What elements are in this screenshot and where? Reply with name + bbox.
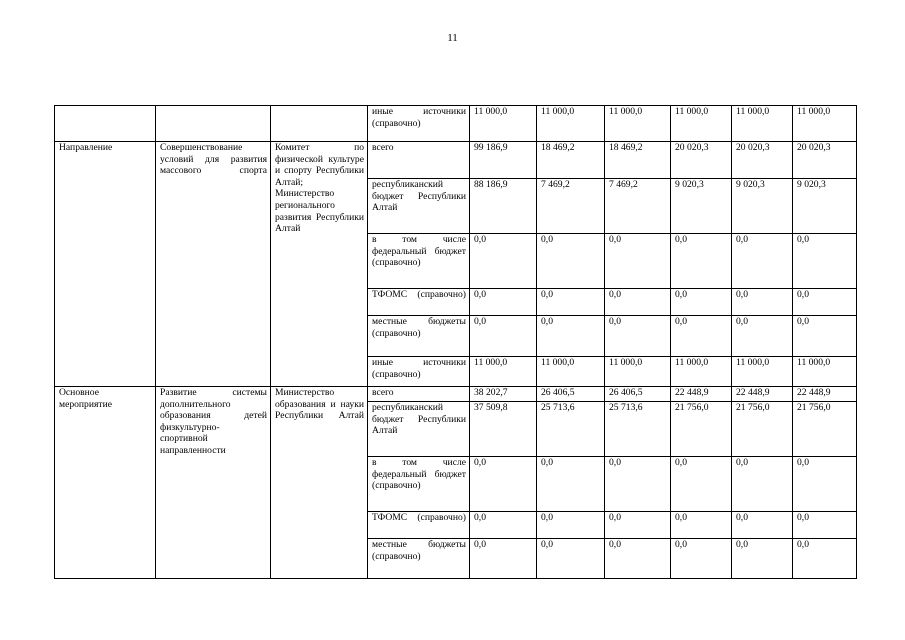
amount-cell: 0,0 — [671, 457, 732, 512]
responsible-executor: Министерство образования и науки Республики Алтай — [271, 387, 368, 579]
amount-cell: 9 020,3 — [671, 179, 732, 234]
amount-cell: 11 000,0 — [537, 357, 605, 387]
amount-cell: 0,0 — [537, 316, 605, 357]
amount-cell: 37 509,8 — [470, 402, 537, 457]
amount-cell: 0,0 — [671, 316, 732, 357]
amount-cell: 25 713,6 — [537, 402, 605, 457]
amount-cell: 18 469,2 — [537, 142, 605, 179]
funding-source: местные бюджеты (справочно) — [368, 316, 470, 357]
program-element-name — [156, 106, 271, 142]
amount-cell: 25 713,6 — [605, 402, 671, 457]
amount-cell: 0,0 — [605, 234, 671, 289]
funding-source: всего — [368, 387, 470, 402]
funding-source: ТФОМС (справочно) — [368, 289, 470, 316]
amount-cell: 0,0 — [793, 539, 857, 579]
responsible-executor — [271, 106, 368, 142]
amount-cell: 0,0 — [470, 512, 537, 539]
amount-cell: 0,0 — [732, 512, 793, 539]
amount-cell: 11 000,0 — [671, 106, 732, 142]
amount-cell: 0,0 — [732, 539, 793, 579]
amount-cell: 0,0 — [793, 289, 857, 316]
funding-source: ТФОМС (справочно) — [368, 512, 470, 539]
table-row — [55, 142, 857, 179]
amount-cell: 11 000,0 — [470, 357, 537, 387]
amount-cell: 21 756,0 — [793, 402, 857, 457]
amount-cell: 0,0 — [671, 234, 732, 289]
amount-cell: 0,0 — [793, 457, 857, 512]
funding-source: местные бюджеты (справочно) — [368, 539, 470, 579]
amount-cell: 22 448,9 — [671, 387, 732, 402]
program-element-type: Основное мероприятие — [55, 387, 156, 579]
amount-cell: 20 020,3 — [793, 142, 857, 179]
amount-cell: 0,0 — [537, 289, 605, 316]
amount-cell: 0,0 — [732, 316, 793, 357]
amount-cell: 0,0 — [470, 539, 537, 579]
amount-cell: 9 020,3 — [793, 179, 857, 234]
table-row — [55, 387, 857, 402]
amount-cell: 11 000,0 — [537, 106, 605, 142]
amount-cell: 0,0 — [537, 457, 605, 512]
amount-cell: 20 020,3 — [732, 142, 793, 179]
funding-source: иные источники (справочно) — [368, 357, 470, 387]
amount-cell: 0,0 — [732, 457, 793, 512]
funding-table — [54, 105, 857, 579]
funding-source: в том числе федеральный бюджет (справочно) — [368, 457, 470, 512]
amount-cell: 18 469,2 — [605, 142, 671, 179]
amount-cell: 0,0 — [732, 289, 793, 316]
amount-cell: 0,0 — [605, 512, 671, 539]
amount-cell: 0,0 — [605, 539, 671, 579]
amount-cell: 0,0 — [793, 512, 857, 539]
funding-source: республиканский бюджет Республики Алтай — [368, 402, 470, 457]
amount-cell: 9 020,3 — [732, 179, 793, 234]
amount-cell: 0,0 — [470, 289, 537, 316]
funding-source: республиканский бюджет Республики Алтай — [368, 179, 470, 234]
amount-cell: 0,0 — [605, 289, 671, 316]
amount-cell: 0,0 — [537, 539, 605, 579]
table-row — [55, 106, 857, 142]
funding-source: всего — [368, 142, 470, 179]
amount-cell: 38 202,7 — [470, 387, 537, 402]
amount-cell: 0,0 — [605, 316, 671, 357]
amount-cell: 22 448,9 — [732, 387, 793, 402]
amount-cell: 0,0 — [537, 512, 605, 539]
amount-cell: 22 448,9 — [793, 387, 857, 402]
amount-cell: 0,0 — [671, 539, 732, 579]
funding-source: иные источники (справочно) — [368, 106, 470, 142]
amount-cell: 21 756,0 — [732, 402, 793, 457]
amount-cell: 0,0 — [537, 234, 605, 289]
amount-cell: 11 000,0 — [605, 106, 671, 142]
amount-cell: 21 756,0 — [671, 402, 732, 457]
amount-cell: 0,0 — [793, 234, 857, 289]
amount-cell: 99 186,9 — [470, 142, 537, 179]
amount-cell: 11 000,0 — [732, 357, 793, 387]
amount-cell: 11 000,0 — [605, 357, 671, 387]
program-element-type: Направление — [55, 142, 156, 387]
amount-cell: 0,0 — [732, 234, 793, 289]
funding-table-body — [55, 106, 857, 579]
amount-cell: 0,0 — [671, 289, 732, 316]
amount-cell: 0,0 — [605, 457, 671, 512]
amount-cell: 11 000,0 — [793, 106, 857, 142]
amount-cell: 0,0 — [470, 316, 537, 357]
amount-cell: 11 000,0 — [671, 357, 732, 387]
amount-cell: 11 000,0 — [732, 106, 793, 142]
amount-cell: 0,0 — [470, 457, 537, 512]
amount-cell: 0,0 — [671, 512, 732, 539]
program-element-name: Совершенствование условий для развития массового спорта — [156, 142, 271, 387]
amount-cell: 7 469,2 — [537, 179, 605, 234]
funding-source: в том числе федеральный бюджет (справочно) — [368, 234, 470, 289]
amount-cell: 7 469,2 — [605, 179, 671, 234]
amount-cell: 0,0 — [470, 234, 537, 289]
amount-cell: 11 000,0 — [470, 106, 537, 142]
amount-cell: 26 406,5 — [537, 387, 605, 402]
program-element-type — [55, 106, 156, 142]
responsible-executor: Комитет по физической культуре и спорту Республики Алтай; Министерство регионального развития Республики Алтай — [271, 142, 368, 387]
amount-cell: 20 020,3 — [671, 142, 732, 179]
amount-cell: 88 186,9 — [470, 179, 537, 234]
amount-cell: 26 406,5 — [605, 387, 671, 402]
amount-cell: 11 000,0 — [793, 357, 857, 387]
amount-cell: 0,0 — [793, 316, 857, 357]
page-number: 11 — [447, 32, 458, 44]
program-element-name: Развитие системы дополнительного образования детей физкультурно-спортивной направленности — [156, 387, 271, 579]
